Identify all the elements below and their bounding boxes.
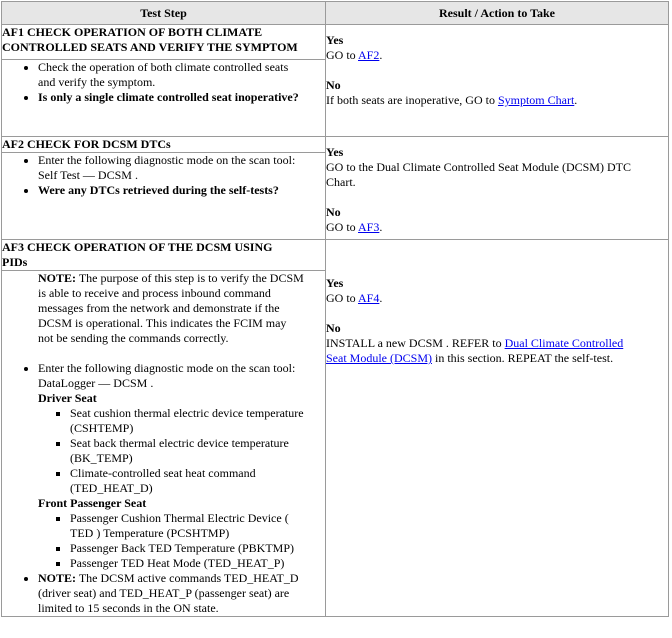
af3-yes-action: GO to AF4. (326, 291, 383, 305)
af1-no-label: No (326, 78, 341, 92)
af1-yes-action: GO to AF2. (326, 48, 383, 62)
af2-bullet-1: • Enter the following diagnostic mode on the scan tool: Self Test — DCSM . (38, 153, 325, 183)
header-test-step: Test Step (2, 2, 326, 25)
af1-yes-label: Yes (326, 33, 344, 47)
passenger-seat-heading: Front Passenger Seat (38, 496, 147, 510)
af2-title: AF2 CHECK FOR DCSM DTCs (2, 137, 326, 153)
af3-body (2, 271, 326, 617)
af2-yes-action: GO to the Dual Climate Controlled Seat Module (DCSM) DTC Chart. (326, 160, 631, 189)
driver-seat-list (38, 406, 325, 496)
list-item: ▪ Seat cushion thermal electric device temperature (CSHTEMP) (70, 406, 325, 436)
list-item: ▪ Seat back thermal electric device temperature (BK_TEMP) (70, 436, 325, 466)
af1-title: AF1 CHECK OPERATION OF BOTH CLIMATE CONTROLLED SEATS AND VERIFY THE SYMPTOM (2, 25, 326, 60)
af1-title-row (2, 25, 669, 60)
af2-bullet-2: • Were any DTCs retrieved during the self-tests? (38, 183, 325, 198)
af3-link-dcsm[interactable]: Dual Climate Controlled Seat Module (DCSM) (326, 336, 624, 365)
af2-yes-label: Yes (326, 145, 344, 159)
af3-bullet-2: • NOTE: The DCSM active commands TED_HEAT_D (driver seat) and TED_HEAT_P (passenger seat) are limited to 15 seconds in the ON state. (38, 571, 325, 616)
header-result-action: Result / Action to Take (326, 2, 669, 25)
af3-result (326, 240, 669, 617)
passenger-seat-list (38, 511, 325, 571)
af3-no-label: No (326, 321, 341, 335)
af1-no-action: If both seats are inoperative, GO to Symptom Chart. (326, 93, 578, 107)
af3-note: NOTE: The purpose of this step is to verify the DCSM is able to receive and process inbound command messages from the network and demonstrate if the DCSM is operational. This indicates the FCIM may not be sending the commands correctly. (38, 271, 304, 345)
af1-body (2, 60, 326, 137)
af2-body (2, 153, 326, 240)
list-item: ▪ Passenger Back TED Temperature (PBKTMP) (70, 541, 325, 556)
list-item: ▪ Climate-controlled seat heat command (TED_HEAT_D) (70, 466, 325, 496)
list-item: ▪ Passenger TED Heat Mode (TED_HEAT_P) (70, 556, 325, 571)
af3-title-row (2, 240, 669, 271)
af1-link-af2[interactable]: AF2 (358, 48, 380, 62)
driver-seat-heading: Driver Seat (38, 391, 97, 405)
af1-result (326, 25, 669, 137)
af3-link-af4[interactable]: AF4 (358, 291, 380, 305)
af1-bullet-1: • Check the operation of both climate controlled seats and verify the symptom. (38, 60, 325, 90)
af3-no-action: INSTALL a new DCSM . REFER to Dual Climate Controlled Seat Module (DCSM) in this section. REPEAT the self-test. (326, 336, 624, 365)
af1-link-symptom-chart[interactable]: Symptom Chart (497, 93, 575, 107)
af2-link-af3[interactable]: AF3 (358, 220, 380, 234)
table-header-row (2, 2, 669, 25)
af3-yes-label: Yes (326, 276, 344, 290)
af2-no-action: GO to AF3. (326, 220, 383, 234)
af3-title: AF3 CHECK OPERATION OF THE DCSM USING PIDs (2, 240, 326, 271)
af2-title-row (2, 137, 669, 153)
af2-result (326, 137, 669, 240)
diagnostic-table (1, 1, 669, 617)
list-item: ▪ Passenger Cushion Thermal Electric Device ( TED ) Temperature (PCSHTMP) (70, 511, 325, 541)
af3-bullet-1: • Enter the following diagnostic mode on the scan tool: DataLogger — DCSM . Driver Seat ▪ Seat cushion thermal electric device temperature (CSHTEMP) ▪ Seat back thermal electric device temperature (BK_TEMP) ▪ Climate-controlled seat heat command (TED_HEAT_D) Front Passenger Seat ▪ Passenger Cushion Thermal Electric Device ( TED ) Temperature (PCSHTMP) ▪ Passenger Back TED Temperature (PBKTMP) ▪ Passenger TED Heat Mode (TED_HEAT_P) (38, 361, 325, 571)
af2-no-label: No (326, 205, 341, 219)
af1-bullet-2: • Is only a single climate controlled seat inoperative? (38, 90, 325, 105)
